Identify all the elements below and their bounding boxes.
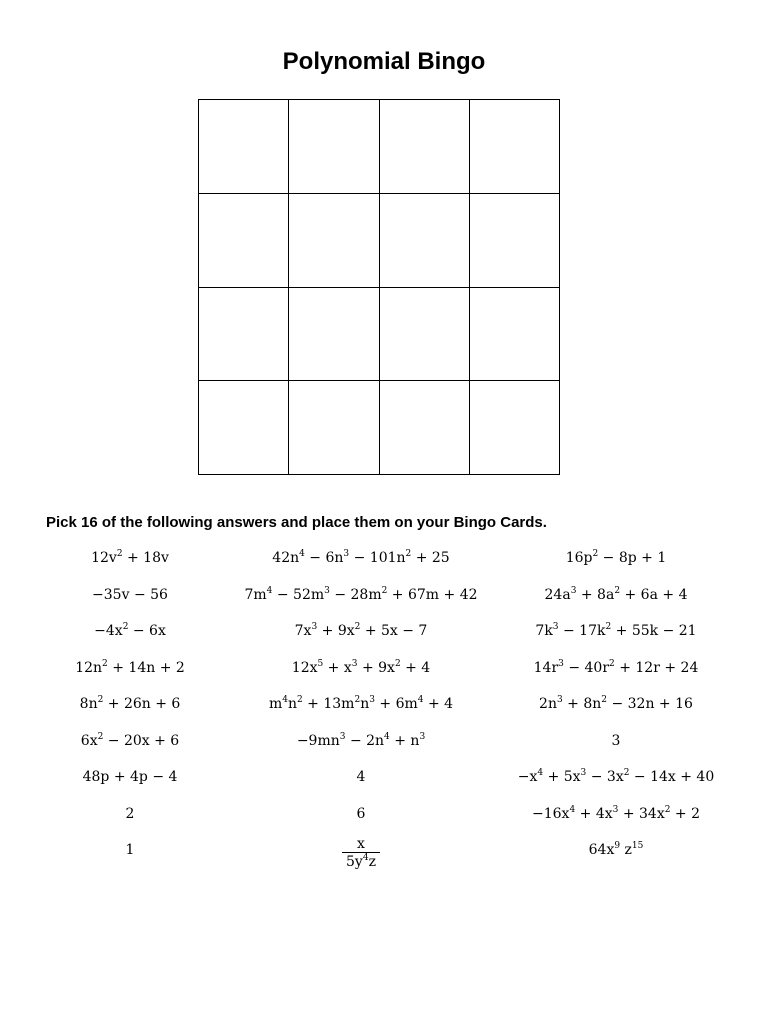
bingo-cell[interactable] bbox=[379, 287, 469, 381]
bingo-cell[interactable] bbox=[379, 193, 469, 287]
page-title: Polynomial Bingo bbox=[282, 48, 486, 75]
answer-expression: $12v^2 + 18v$ bbox=[91, 549, 169, 566]
answer-expression: $-4x^2 - 6x$ bbox=[94, 622, 166, 639]
answer-row bbox=[0, 727, 768, 764]
answer-list bbox=[0, 544, 768, 873]
answer-expression: $7x^3 + 9x^2 + 5x - 7$ bbox=[294, 622, 428, 639]
fraction-numerator: x bbox=[357, 836, 365, 852]
instructions-text: Pick 16 of the following answers and place them on your Bingo Cards. bbox=[46, 514, 547, 531]
fraction bbox=[342, 836, 380, 870]
fraction-denominator: $5y^4z$ bbox=[342, 852, 380, 870]
bingo-row bbox=[199, 100, 560, 194]
answer-expression: $-x^4 + 5x^3 - 3x^2 - 14x + 40$ bbox=[517, 768, 715, 785]
answer-expression: 3 bbox=[611, 732, 621, 749]
answer-expression: 4 bbox=[356, 769, 366, 785]
bingo-cell[interactable] bbox=[199, 100, 289, 194]
answer-expression: $12n^2 + 14n + 2$ bbox=[75, 658, 185, 676]
bingo-cell[interactable] bbox=[199, 287, 289, 381]
bingo-cell[interactable] bbox=[469, 193, 559, 287]
answer-expression: $7k^3 - 17k^2 + 55k - 21$ bbox=[535, 622, 697, 639]
answer-expression: $64x^9$ $z^{15}$ bbox=[588, 841, 644, 858]
bingo-cell[interactable] bbox=[469, 287, 559, 381]
answer-expression: $2n^3 + 8n^2 - 32n + 16$ bbox=[539, 695, 693, 712]
bingo-cell[interactable] bbox=[379, 381, 469, 475]
answer-expression: 2 bbox=[125, 805, 135, 822]
answer-expression: $42n^4 - 6n^3 - 101n^2 + 25$ bbox=[272, 549, 450, 566]
bingo-row bbox=[199, 381, 560, 475]
bingo-row bbox=[199, 287, 560, 381]
answer-row bbox=[0, 617, 768, 654]
answer-expression: $-9mn^3 - 2n^4 + n^3$ bbox=[296, 731, 426, 749]
answer-row bbox=[0, 690, 768, 727]
answer-expression: 48p + 4p − 4 bbox=[82, 769, 178, 785]
answer-expression: −35v − 56 bbox=[92, 586, 168, 603]
answer-expression: $8n^2 + 26n + 6$ bbox=[79, 695, 181, 712]
answer-row bbox=[0, 654, 768, 691]
answer-expression: $16p^2 - 8p + 1$ bbox=[565, 549, 667, 566]
answer-fraction bbox=[342, 836, 380, 870]
answer-expression: $12x^5 + x^3 + 9x^2 + 4$ bbox=[291, 658, 431, 676]
answer-expression: $14r^3 - 40r^2 + 12r + 24$ bbox=[533, 658, 699, 676]
bingo-cell[interactable] bbox=[469, 381, 559, 475]
answer-row bbox=[0, 800, 768, 837]
bingo-row bbox=[199, 193, 560, 287]
bingo-cell[interactable] bbox=[199, 381, 289, 475]
answer-row bbox=[0, 581, 768, 618]
answer-expression: $-16x^4 + 4x^3 + 34x^2 + 2$ bbox=[532, 804, 700, 822]
bingo-cell[interactable] bbox=[289, 287, 379, 381]
answer-expression: $m^4n^2 + 13m^2n^3 + 6m^4 + 4$ bbox=[268, 695, 454, 712]
bingo-cell[interactable] bbox=[289, 100, 379, 194]
bingo-cell[interactable] bbox=[199, 193, 289, 287]
bingo-cell[interactable] bbox=[469, 100, 559, 194]
bingo-cell[interactable] bbox=[379, 100, 469, 194]
answer-expression: $24a^3 + 8a^2 + 6a + 4$ bbox=[544, 585, 688, 603]
answer-expression: 6 bbox=[356, 805, 366, 822]
answer-expression: $6x^2 - 20x + 6$ bbox=[80, 731, 180, 749]
answer-expression: $7m^4 - 52m^3 - 28m^2 + 67m + 42$ bbox=[244, 585, 478, 603]
answer-row bbox=[0, 544, 768, 581]
answer-row bbox=[0, 836, 768, 873]
answer-expression: 1 bbox=[125, 842, 135, 858]
bingo-cell[interactable] bbox=[289, 381, 379, 475]
bingo-card-grid bbox=[198, 99, 560, 475]
answer-row bbox=[0, 763, 768, 800]
bingo-cell[interactable] bbox=[289, 193, 379, 287]
